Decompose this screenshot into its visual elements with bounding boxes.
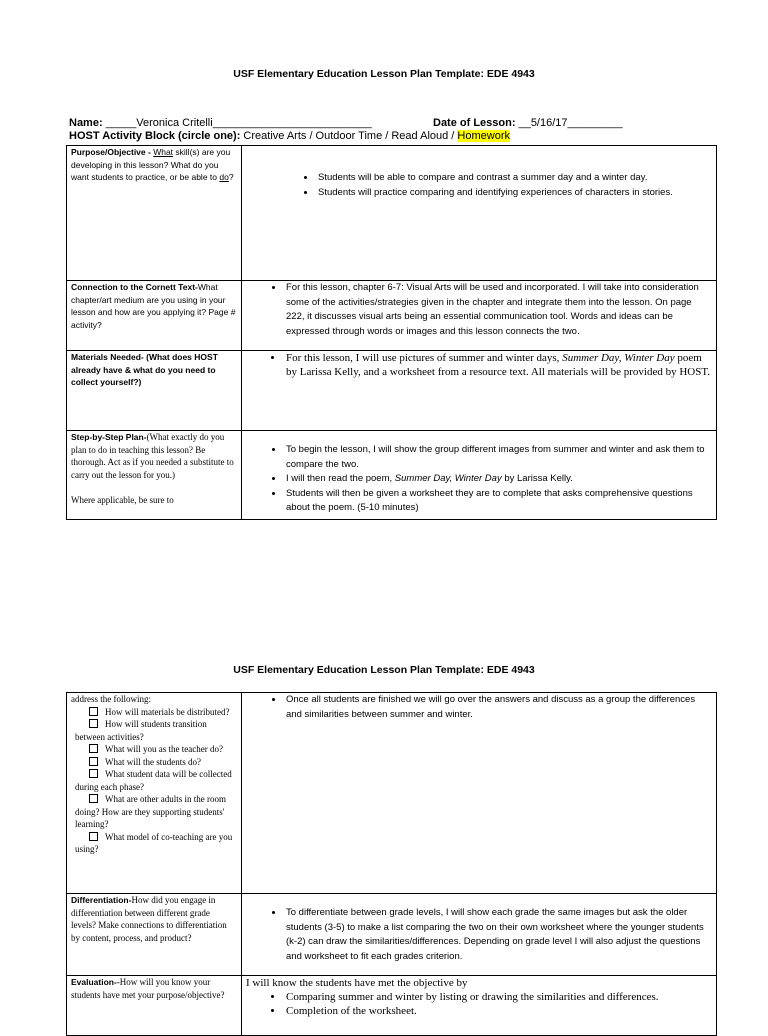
list-item: • I will then read the poem, Summer Day, Winter Day by Larissa Kelly. [284,472,712,487]
purpose-content [242,146,717,281]
materials-row [67,351,717,431]
address-label: address the following: How will materials be distributed? How will students transition between activities? What will you as the teacher do? What will the students do? What student data will be collected during each phase? What are other adults in the room doing? How are they supporting students' learning? What model of co-teaching are you using? [67,693,242,894]
list-item: • Completion of the worksheet. [284,1004,712,1018]
name-line [69,117,372,129]
checkbox-icon [89,794,98,803]
checklist-item: What model of co-teaching are you using? [75,831,233,854]
host-label: HOST Activity Block (circle one): [69,130,241,142]
checklist-item: How will materials be distributed? [75,706,237,719]
step-plan-label: Step-by-Step Plan-(What exactly do you plan to do in teaching this lesson? Be thorough. Act as if you needed a substitute to carry out the lesson for you.) Where applicable, be sure to [67,431,242,520]
checkbox-icon [89,719,98,728]
materials-label: Materials Needed- (What does HOST already have & what do you need to collect yourself?) [67,351,242,431]
evaluation-content [242,976,717,1036]
address-content [242,693,717,894]
date-label: Date of Lesson: [433,117,516,129]
connection-row [67,281,717,351]
checkbox-icon [89,769,98,778]
address-row [67,693,717,894]
checklist-item: What will the students do? [75,756,237,769]
checklist-item: What student data will be collected during each phase? [75,769,232,792]
checklist-item: What will you as the teacher do? [75,743,237,756]
list-item: • Students will then be given a worksheet they are to complete that asks comprehensive questions about the poem. (5-10 minutes) [284,487,712,516]
list-item: • Comparing summer and winter by listing or drawing the similarities and differences. [284,990,712,1004]
host-options: Creative Arts / Outdoor Time / Read Aloud / [243,130,458,142]
host-activity-line [69,130,510,142]
date-line [433,117,623,129]
list-item: • Once all students are finished we will go over the answers and discuss as a group the differences and similarities between summer and winter. [284,693,712,722]
checkbox-icon [89,832,98,841]
evaluation-intro: I will know the students have met the objective by [246,977,468,989]
differentiation-content [242,894,717,976]
list-item: • For this lesson, chapter 6-7: Visual Arts will be used and incorporated. I will take into consideration some of the activities/strategies given in the chapter and integrate them into the lesson. On page 222, it discusses visual arts being an essential communication tool. Words and ideas can be expressed through words or images and this lesson connects the two. [284,281,712,339]
step-plan-row [67,431,717,520]
purpose-row [67,146,717,281]
list-item: • Students will be able to compare and contrast a summer day and a winter day. [316,171,712,186]
name-value: _____Veronica Critelli__________________________ [105,117,372,129]
list-item: • To begin the lesson, I will show the group different images from summer and winter and ask them to compare the two. [284,443,712,472]
list-item: • Students will practice comparing and identifying experiences of characters in stories. [316,186,712,201]
date-value: __5/16/17_________ [518,117,623,129]
connection-content [242,281,717,351]
list-item: • To differentiate between grade levels, I will show each grade the same images but ask the older students (3-5) to make a list comparing the two on their own worksheet where the younger students (k-2) can draw the similarities/differences. Depending on grade level I will also adjust the questions and worksheet to fit each grades criterion. [284,906,712,964]
differentiation-row [67,894,717,976]
checkbox-icon [89,757,98,766]
purpose-label: Purpose/Objective - What skill(s) are you developing in this lesson? What do you want students to practice, or be able to do? [67,146,242,281]
evaluation-label: Evaluation--How will you know your students have met your purpose/objective? [67,976,242,1036]
connection-label: Connection to the Cornett Text-What chapter/art medium are you using in your lesson and how are you applying it? Page # activity? [67,281,242,351]
differentiation-label: Differentiation-How did you engage in differentiation between different grade levels? Make connections to differentiation by content, process, and product? [67,894,242,976]
page-title-2: USF Elementary Education Lesson Plan Template: EDE 4943 [233,664,535,676]
evaluation-row [67,976,717,1036]
checklist-item: What are other adults in the room doing? How are they supporting students' learning? [75,794,226,829]
page-title: USF Elementary Education Lesson Plan Template: EDE 4943 [233,68,535,80]
materials-content [242,351,717,431]
list-item: • For this lesson, I will use pictures of summer and winter days, Summer Day, Winter Day poem by Larissa Kelly, and a worksheet from a resource text. All materials will be provided by HOST. [284,351,712,379]
host-selected-highlight: Homework [457,130,510,142]
checkbox-icon [89,744,98,753]
checklist-item: How will students transition between activities? [75,719,207,742]
lesson-plan-table-page2 [66,692,717,1036]
step-plan-content [242,431,717,520]
checkbox-icon [89,707,98,716]
lesson-plan-table-page1 [66,145,717,520]
name-label: Name: [69,117,103,129]
